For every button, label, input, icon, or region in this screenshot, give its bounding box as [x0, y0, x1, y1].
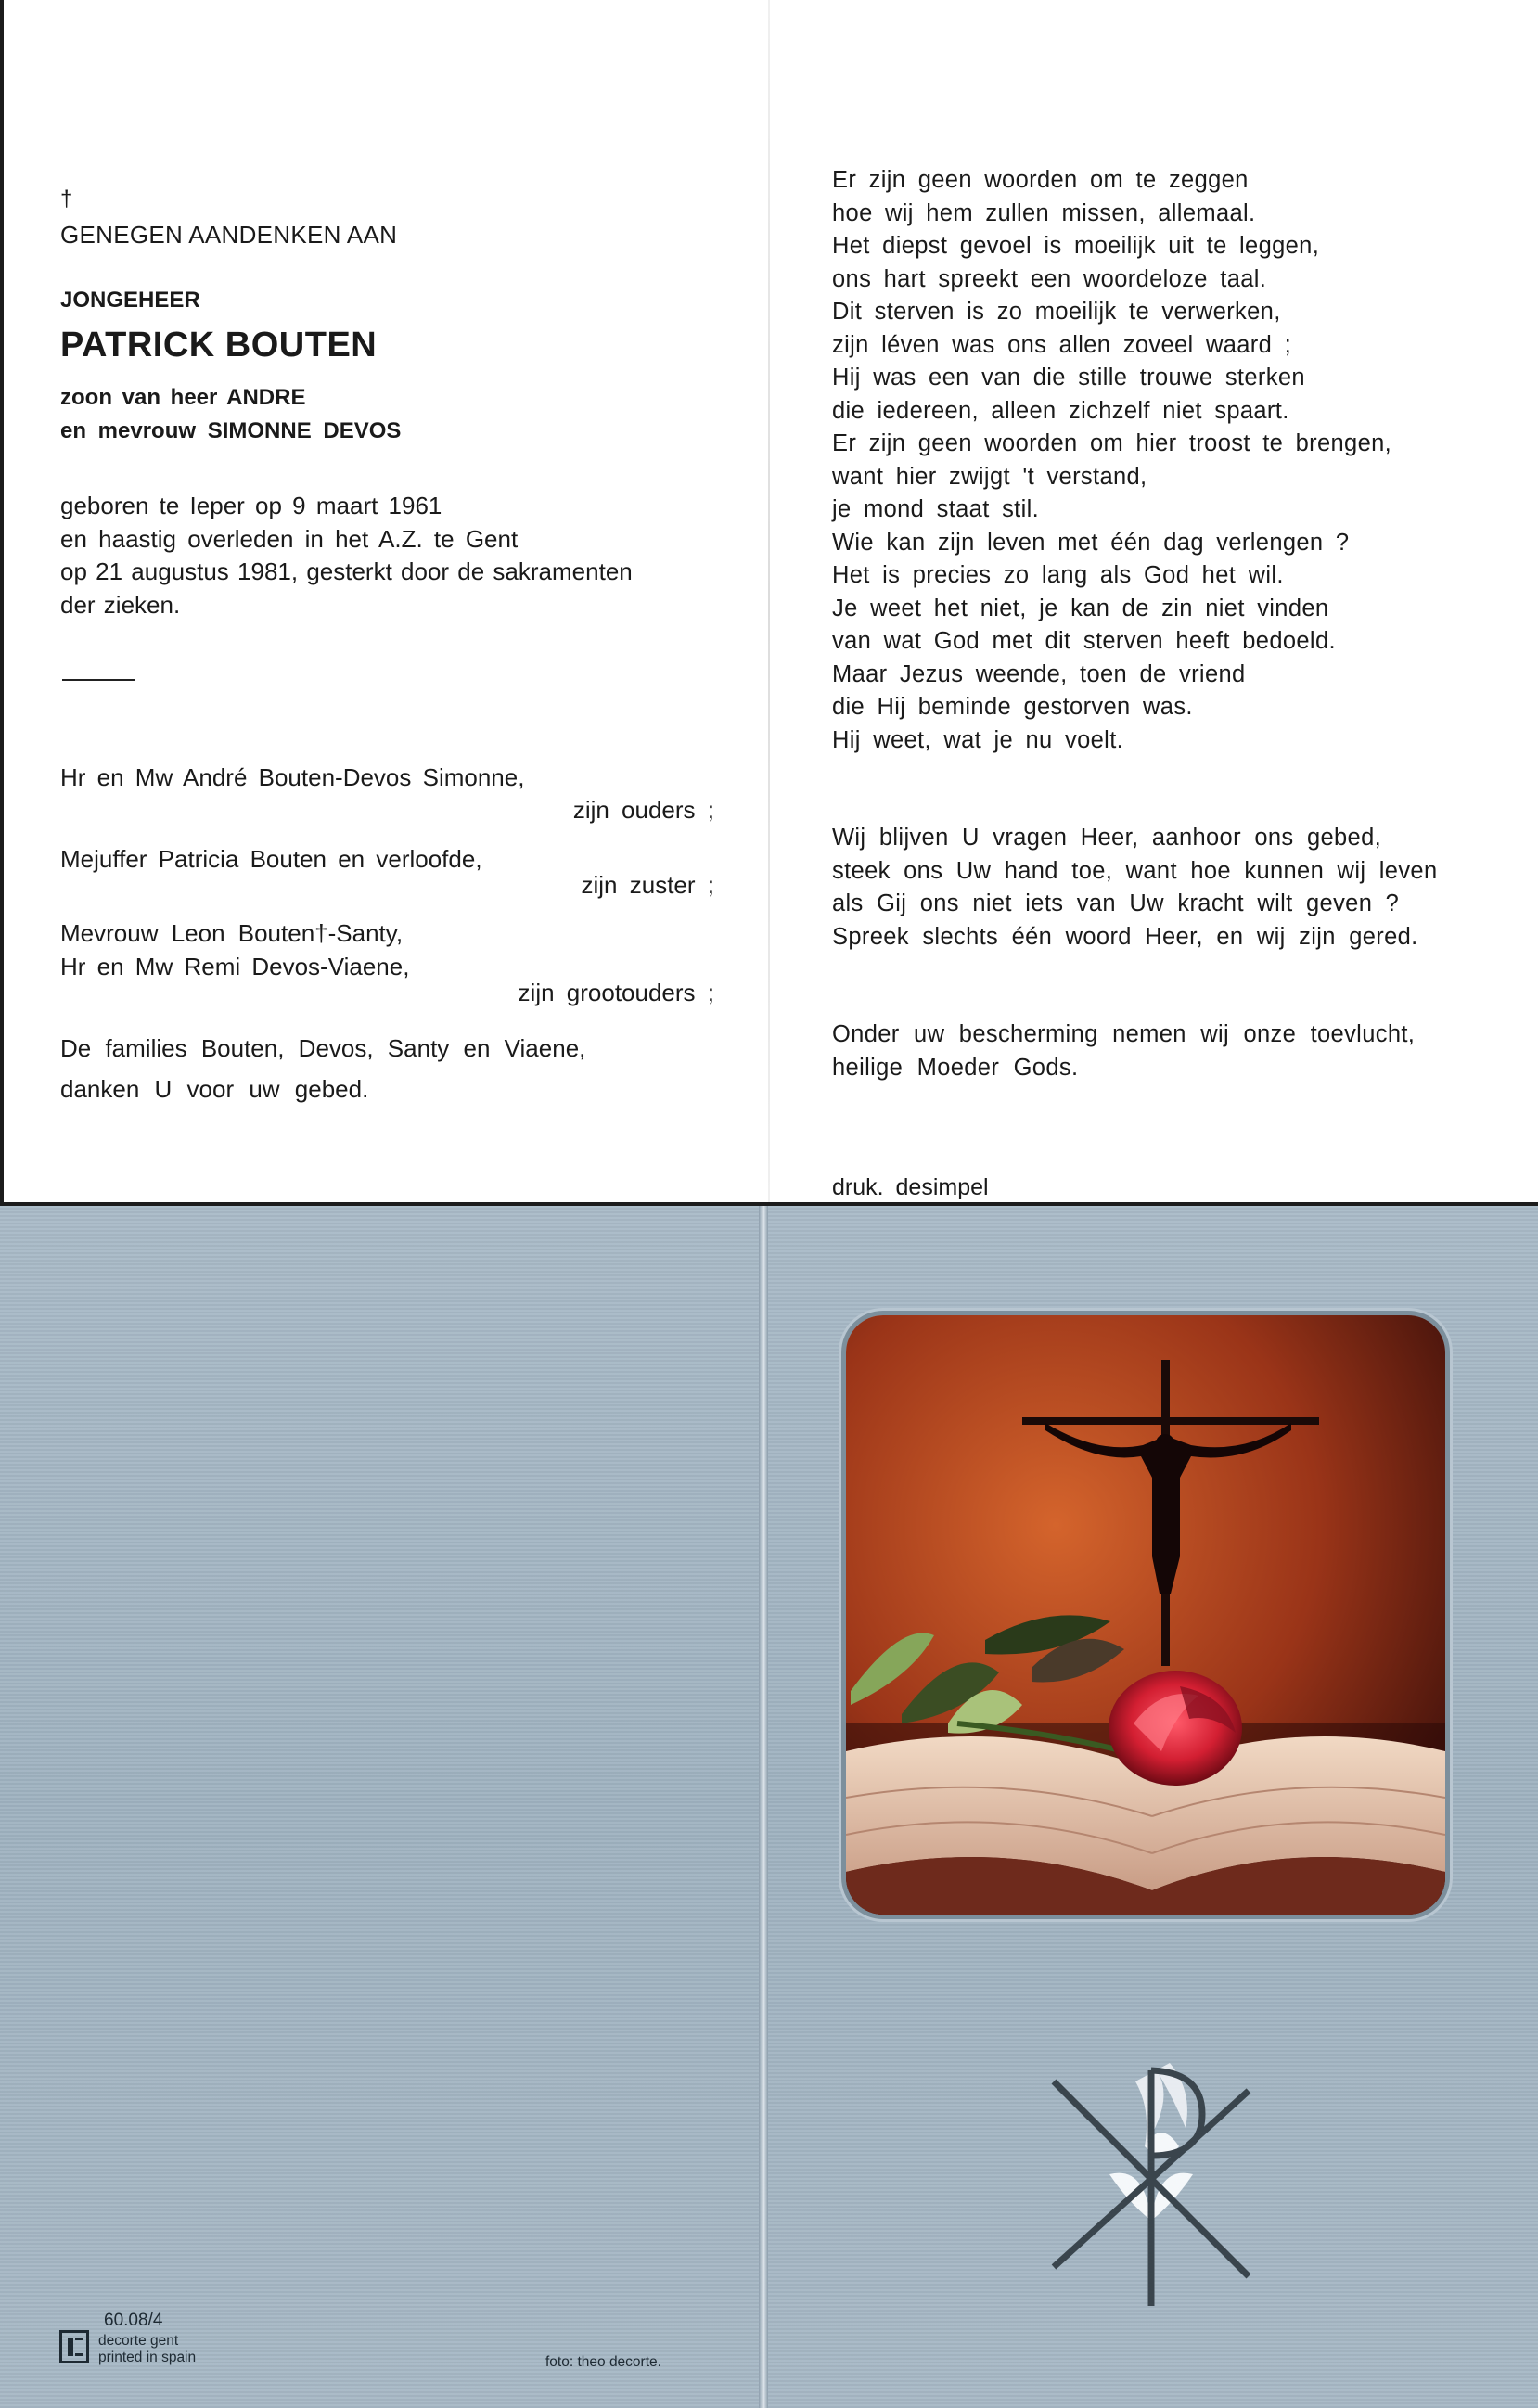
birth-line-4: der zieken.	[60, 591, 181, 619]
cover	[0, 1206, 1538, 2408]
parents-line-2: en mevrouw SIMONNE DEVOS	[60, 418, 402, 443]
thanks-line: danken U voor uw gebed.	[60, 1075, 369, 1103]
poem-line: Hij was een van die stille trouwe sterken	[832, 365, 1305, 391]
title-jongeheer: JONGEHEER	[60, 288, 200, 313]
poem-line: Wie kan zijn leven met één dag verlengen ?	[832, 529, 1350, 556]
poem-line: Dit sterven is zo moeilijk te verwerken,	[832, 299, 1281, 325]
cross-symbol: †	[60, 186, 73, 211]
poem-line: die Hij beminde gestorven was.	[832, 694, 1193, 720]
family-sister: Mejuffer Patricia Bouten en verloofde,	[60, 845, 482, 873]
chi-rho-symbol-icon	[1035, 2063, 1267, 2313]
cover-back-panel	[0, 1206, 759, 2408]
family-parents: Hr en Mw André Bouten-Devos Simonne,	[60, 763, 525, 791]
prayer-line: Wij blijven U vragen Heer, aanhoor ons gebed,	[832, 825, 1382, 851]
poem-line: Maar Jezus weende, toen de vriend	[832, 660, 1246, 687]
family-grandparents-2: Hr en Mw Remi Devos-Viaene,	[60, 953, 410, 980]
inner-right-page	[774, 0, 1538, 1202]
family-grandparents-1: Mevrouw Leon Bouten†-Santy,	[60, 919, 404, 947]
poem-line: Er zijn geen woorden om te zeggen	[832, 167, 1249, 193]
cover-front-panel	[768, 1206, 1538, 2408]
deceased-name: PATRICK BOUTEN	[60, 326, 378, 365]
prayer	[832, 822, 1438, 954]
birth-line-1: geboren te Ieper op 9 maart 1961	[60, 492, 442, 519]
cover-spine	[759, 1206, 768, 2408]
poem-line: want hier zwijgt 't verstand,	[832, 463, 1147, 490]
prayer-line: Spreek slechts één woord Heer, en wij zijn gered.	[832, 923, 1418, 950]
invocation-line: Onder uw bescherming nemen wij onze toevlucht,	[832, 1021, 1416, 1047]
poem-line: Het diepst gevoel is moeilijk uit te leggen,	[832, 233, 1320, 259]
family-parents-role: zijn ouders ;	[572, 796, 714, 824]
cover-photo-crucifix-rose	[846, 1315, 1445, 1915]
printed-in: printed in spain	[98, 2350, 197, 2365]
poem-line: die iedereen, alleen zichzelf niet spaart.	[832, 397, 1289, 424]
poem-line: ons hart spreekt een woordeloze taal.	[832, 265, 1267, 292]
poem-line: van wat God met dit sterven heeft bedoeld.	[832, 628, 1336, 654]
poem-line: je mond staat stil.	[832, 496, 1040, 522]
poem-line: Het is precies zo lang als God het wil.	[832, 562, 1284, 588]
photo-credit: foto: theo decorte.	[545, 2354, 661, 2370]
inner-card	[4, 0, 1538, 1202]
card-code: 60.08/4	[104, 2311, 163, 2330]
prayer-line: steek ons Uw hand toe, want hoe kunnen wij leven	[832, 857, 1438, 884]
poem-line: hoe wij hem zullen missen, allemaal.	[832, 199, 1256, 226]
family-grandparents-role: zijn grootouders ;	[518, 979, 714, 1006]
poem-line: zijn léven was ons allen zoveel waard ;	[832, 331, 1292, 358]
poem	[832, 164, 1391, 757]
poem-line: Er zijn geen woorden om hier troost te brengen,	[832, 430, 1392, 456]
publisher-logo-icon	[59, 2330, 89, 2363]
prayer-line: als Gij ons niet iets van Uw kracht wilt geven ?	[832, 890, 1400, 916]
invocation	[832, 1018, 1415, 1084]
parents-line-1: zoon van heer ANDRE	[60, 385, 306, 410]
printer-credit: druk. desimpel	[832, 1174, 989, 1200]
birth-line-2: en haastig overleden in het A.Z. te Gent	[60, 525, 519, 553]
families-line: De families Bouten, Devos, Santy en Viaene,	[60, 1034, 586, 1062]
heading: GENEGEN AANDENKEN AAN	[60, 221, 398, 249]
invocation-line: heilige Moeder Gods.	[832, 1054, 1079, 1081]
publisher-name: decorte gent	[98, 2333, 179, 2349]
card-fold	[768, 0, 770, 1202]
poem-line: Hij weet, wat je nu voelt.	[832, 726, 1124, 753]
birth-line-3: op 21 augustus 1981, gesterkt door de sakramenten	[60, 557, 633, 585]
family-sister-role: zijn zuster ;	[581, 871, 714, 899]
inner-left-page	[4, 0, 766, 1202]
separator-rule	[62, 679, 135, 681]
poem-line: Je weet het niet, je kan de zin niet vinden	[832, 595, 1329, 621]
